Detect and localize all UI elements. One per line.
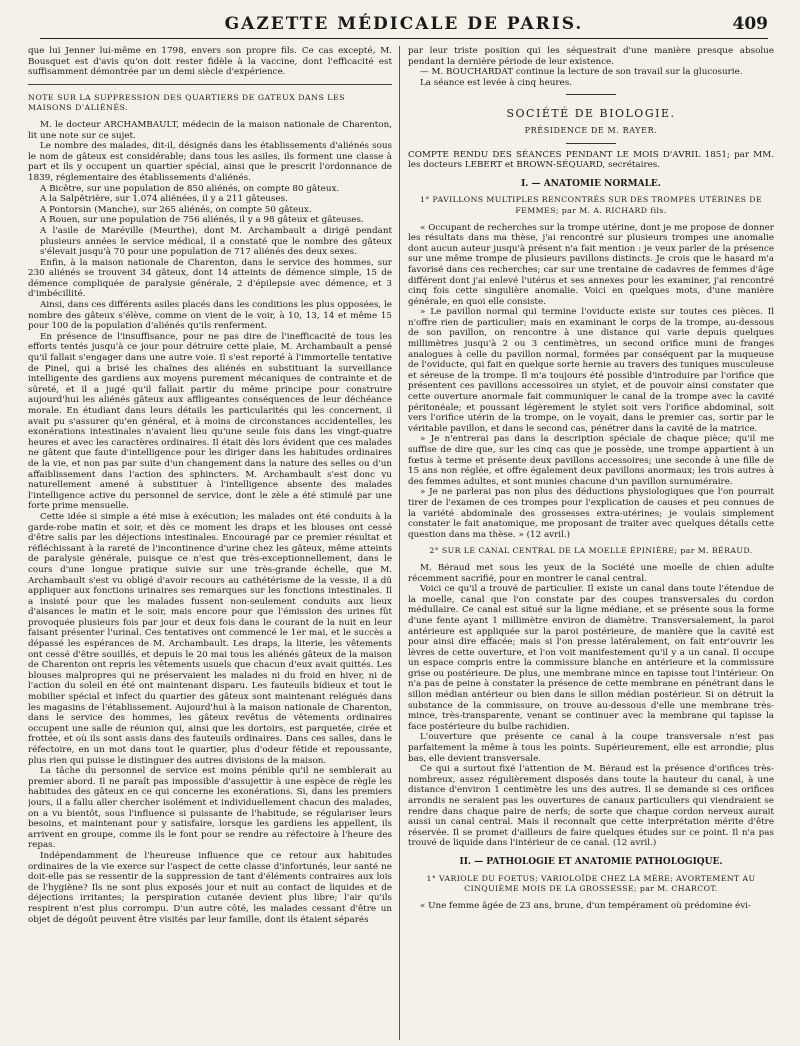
- left-column: [28, 46, 392, 1040]
- journal-title: GAZETTE MÉDICALE DE PARIS.: [224, 14, 584, 34]
- section-title: I. — ANATOMIE NORMALE.: [521, 178, 661, 189]
- list-item: A l'asile de Maréville (Meurthe), dont M. Archambault a dirigé pendant plusieurs années le service médical, il a constaté que le nombre des gâteux s'élevait jusqu'à 70 pour une population de 717 aliénés des deux sexes.: [40, 225, 392, 258]
- section-title: II. — PATHOLOGIE ET ANATOMIE PATHOLOGIQUE.: [459, 856, 723, 867]
- paragraph: La séance est levée à cinq heures.: [420, 77, 573, 88]
- report-heading: COMPTE RENDU DES SÉANCES PENDANT LE MOIS D'AVRIL 1851; par MM. les docteurs LEBERT et BROWN-SÉQUARD, secrétaires.: [408, 149, 774, 171]
- paragraph: L'ouverture que présente ce canal à la coupe transversale n'est pas parfaitement la même à tous les points. Supérieurement, elle est arrondie; plus bas, elle devient transversale.: [408, 732, 774, 764]
- article-heading: 1° VARIOLE DU FOETUS; VARIOLOÏDE CHEZ LA MÈRE; AVORTEMENT AU CINQUIÈME MOIS DE LA GROSSESSE; par M. CHARCOT.: [426, 873, 756, 894]
- paragraph: » Le pavillon normal qui termine l'oviducte existe sur toutes ces pièces. Il n'offre rien de particulier; mais en examinant le corps de la trompe, au-dessous de son pavillon, on rencontre à une distance qui varie depuis quelques millimètres jusqu'à 2 ou 3 centimètres, un second orifice muni de franges analogues à celle du pavillon normal, formées par conséquent par la muqueuse de l'oviducte, qui fait en quelque sorte hernie au travers des tuniques musculeuse et séreuse de la trompe. Il m'a toujours été possible d'introduire par l'orifice que présentent ces pavillons accessoires un stylet, et de pouvoir ainsi constater que cette ouverture anormale fait communiquer le canal de la trompe avec la cavité péritonéale; et poussant légèrement le stylet soit vers l'orifice abdominal, soit vers l'orifice utérin de la trompe, on le voyait, dans le premier cas, sortir par le véritable pavillon, et dans le second cas, pénétrer dans la cavité de la matrice.: [408, 307, 774, 434]
- right-column: [408, 46, 774, 1040]
- paragraph: Cette idée si simple a été mise à exécution; les malades ont été conduits à la garde-robe matin et soir, et dès ce moment les draps et les blouses ont cessé d'être salis par les déjections intestinales. Encouragé par ce premier résultat et réfléchissant à la rareté de l'incontinence d'urine chez les gâteux, même atteints de paralysie générale, puisque ce n'est que très-exceptionnellement, dans le cours d'une longue pratique suivie sur une très-grande échelle, que M. Archambault s'est vu obligé d'avoir recours au cathétérisme de la vessie, il a dû appliquer aux fonctions urinaires ses remarques sur les fonctions intestinales. Il a insisté pour que les malades fussent non-seulement conduits aux lieux d'aisances le matin et le soir, mais encore pour que l'émission des urines fût provoquée plusieurs fois par jour et deux fois dans le courant de la nuit en leur faisant présenter l'urinal. Ces tentatives ont commencé le 1er mai, et le succès a dépassé les espérances de M. Archambault. Les draps, la literie, les vêtements ont cessé d'être souillés, et depuis le 20 mai tous les aliénés gâteux de la maison de Charenton ont repris les vêtements usuels que chacun d'eux avait quittés. Les blouses malpropres qui ne préservaient les malades ni du froid en hiver, ni de l'action du soleil en été ont maintenant disparu. Les fauteuils bidieux et tout le mobilier spécial et infect du quartier des gâteux sont maintenant relégués dans les magasins de l'établissement. Aujourd'hui à la maison nationale de Charenton, dans le service des hommes, les gâteux revêtus de vêtements ordinaires occupent une salle de réunion qui, ainsi que les dortoirs, est parquetée, cirée et frottée, et où ils sont assis dans des fauteuils ordinaires. Dans ces salles, dans le réfectoire, en un mot dans tout le quartier, plus d'odeur fétide et repoussante, plus rien qui puisse le distinguer des autres divisions de la maison.: [28, 511, 392, 766]
- list-item: A Bicêtre, sur une population de 850 aliénés, on compte 80 gâteux.: [40, 183, 340, 194]
- article-heading: 1° PAVILLONS MULTIPLES RENCONTRÉS SUR DES TROMPES UTÉRINES DE FEMMES; par M. A. RICHARD fils.: [420, 195, 762, 215]
- paragraph: — M. BOUCHARDAT continue la lecture de son travail sur la glucosurie.: [420, 67, 743, 78]
- paragraph: En présence de l'insuffisance, pour ne pas dire de l'inefficacité de tous les efforts tentés jusqu'à ce jour pour détruire cette plaie, M. Archambault a pensé qu'il fallait s'engager dans une autre voie. Il s'est reporté à l'immortelle tentative de Pinel, qui a brisé les chaînes des aliénés en substituant la surveillance intelligente des gardiens aux moyens purement mécaniques de contrainte et de sûreté, et il a jugé qu'il fallait partir du même principe pour construire aujourd'hui les aliénés gâteux aux affligeantes conséquences de leur déchéance morale. En étudiant dans leurs détails les particularités qui les concernent, il avait pu s'assurer qu'en général, et à moins de circonstances accidentelles, les exonérations intestinales n'avaient lieu qu'une seule fois dans les vingt-quatre heures et avec les caractères ordinaires. Il était dès lors évident que ces malades ne gâtent que faute d'intelligence pour les diriger dans les habitudes ordinaires de la vie, et non pas par suite d'un changement dans la nature des selles ou d'un affaiblissement dans l'action des sphincters. M. Archambault s'est donc vu naturellement amené à substituer à l'intelligence absente des malades l'intelligence active du personnel de service, dont le zèle a été stimulé par une forte prime mensuelle.: [28, 331, 392, 512]
- divider: [28, 84, 392, 85]
- paragraph: M. Béraud met sous les yeux de la Société une moelle de chien adulte récemment sacrifié, pour en montrer le canal central.: [408, 562, 774, 584]
- paragraph: Ce qui a surtout fixé l'attention de M. Béraud est la présence d'orifices très-nombreux, assez régulièrement disposés dans toute la hauteur du canal, à une distance d'environ 1 centimètre les uns des autres. Il se demande si ces orifices arrondis ne seraient pas les ouvertures de canaux particuliers qui viendraient se rendre dans chaque paire de nerfs; de sorte que chaque cordon nerveux aurait aussi un canal central. Mais il reconnaît que cette interprétation mérite d'être réservée. Il se promet d'ailleurs de faire quelques études sur ce point. Il n'a pas trouvé de liquide dans l'intérieur de ce canal. (12 avril.): [408, 764, 774, 849]
- paragraph: que lui Jenner lui-même en 1798, envers son propre fils. Ce cas excepté, M. Bousquet est d'avis qu'on doit rester fidèle à la vaccine, dont l'efficacité est suffisamment démontrée par un demi siècle d'expérience.: [28, 46, 392, 78]
- paragraph: M. le docteur ARCHAMBAULT, médecin de la maison nationale de Charenton, lit une note sur ce sujet.: [28, 119, 392, 141]
- section-heading: SOCIÉTÉ DE BIOLOGIE.: [506, 107, 676, 121]
- paragraph: » Je ne parlerai pas non plus des déductions physiologiques que l'on pourrait tirer de l'examen de ces trompes pour l'explication de causes et peu connues de la variété abdominale des grossesses extra-utérines; je voulais simplement constater le fait anatomique, me proposant de traiter avec quelques détails cette question dans ma thèse. » (12 avril.): [408, 487, 774, 540]
- running-head: [40, 14, 768, 39]
- list-item: A Pontorsin (Manche), sur 265 aliénés, on compte 50 gâteux.: [40, 204, 312, 215]
- paragraph: La tâche du personnel de service est moins pénible qu'il ne semblerait au premier abord. Il ne paraît pas impossible d'assujettir à une espèce de règle les habitudes des gâteux en ce qui concerne les exonérations. Si, dans les premiers jours, il a fallu aller chercher isolément et individuellement chacun des malades, on a vu bientôt, sous l'influence si puissante de l'habitude, se régulariser leurs besoins, et maintenant pour y satisfaire, lorsque les gardiens les appellent, ils arrivent en groupe, comme ils le font pour se rendre au réfectoire à l'heure des repas.: [28, 766, 392, 851]
- paragraph: par leur triste position qui les séquestrait d'une manière presque absolue pendant la dernière période de leur existence.: [408, 46, 774, 67]
- paragraph: » Je n'entrerai pas dans la description spéciale de chaque pièce; qu'il me suffise de dire que, sur les cinq cas que je possède, une trompe appartient à un fœtus à terme et présente deux pavillons accessoires; une seconde à une fille de 15 ans non réglée, et offre également deux pavillons anormaux; les trois autres à des femmes adultes, et sont munies chacune d'un pavillon surnuméraire.: [408, 434, 774, 487]
- paragraph: Le nombre des malades, dit-il, désignés dans les établissements d'aliénés sous le nom de gâteux est considérable; dans tous les asiles, ils forment une classe à part et ils y occupent un quartier spécial, ainsi que le prescrit l'ordonnance de 1839, réglementaire des établissements d'aliénés.: [28, 141, 392, 183]
- divider: [566, 94, 616, 95]
- presidence-line: PRÉSIDENCE DE M. RAYER.: [524, 125, 658, 135]
- paragraph: Enfin, à la maison nationale de Charenton, dans le service des hommes, sur 230 aliénés se trouvent 34 gâteux, dont 14 atteints de démence simple, 15 de démence compliquée de paralysie générale, 2 d'épilepsie avec démence, et 3 d'imbécillité.: [28, 257, 392, 300]
- article-heading: NOTE SUR LA SUPPRESSION DES QUARTIERS DE GATEUX DANS LES MAISONS D'ALIÉNÉS.: [28, 92, 346, 113]
- divider: [566, 143, 616, 144]
- page-number: 409: [732, 14, 768, 34]
- paragraph: Indépendamment de l'heureuse influence que ce retour aux habitudes ordinaires de la vie exerce sur l'aspect de cette classe d'infortunés, leur santé ne doit-elle pas se ressentir de la suppression de tant d'éléments contraires aux lois de l'hygiène? Ils ne sont plus exposés jour et nuit au contact de liquides et de déjections irritantes; la perspiration cutanée devient plus libre; l'air qu'ils respirent n'est plus corrompu. D'un autre côté, les malades cessant d'être un objet de dégoût peuvent être visités par leur famille, dont ils étaient séparés: [28, 850, 392, 925]
- paragraph: « Occupant de recherches sur la trompe utérine, dont je me propose de donner les résultats dans ma thèse, j'ai rencontré sur plusieurs trompes une anomalie dont aucun auteur jusqu'à présent n'a fait mention : je veux parler de la présence sur une même trompe de plusieurs pavillons distincts. Je crois que le hasard m'a favorisé dans ces recherches; car sur une trentaine de cadavres de femmes d'âge différent dont j'ai enlevé l'utérus et ses annexes pour les examiner, j'ai rencontré cinq fois cette singulière anomalie. Voici en quelques mots, d'une manière générale, en quoi elle consiste.: [408, 222, 774, 307]
- list-item: A la Salpêtrière, sur 1.074 aliénées, il y a 211 gâteuses.: [40, 194, 288, 205]
- list-item: A Rouen, sur une population de 756 aliénés, il y a 98 gâteux et gâteuses.: [40, 215, 364, 226]
- paragraph: « Une femme âgée de 23 ans, brune, d'un tempérament où prédomine évi-: [420, 900, 751, 911]
- paragraph: Ainsi, dans ces différents asiles placés dans les conditions les plus opposées, le nombre des gâteux s'élève, comme on vient de le voir, à 10, 13, 14 et même 15 pour 100 de la population d'aliénés qu'ils renferment.: [28, 300, 392, 332]
- paragraph: Voici ce qu'il a trouvé de particulier. Il existe un canal dans toute l'étendue de la moelle, canal que l'on constate par des coupes transversales du cordon médullaire. Ce canal est situé sur la ligne médiane, et se présente sous la forme d'une fente ayant 1 millimètre environ de diamètre. Transversalement, la paroi antérieure est appliquée sur la paroi postérieure, de manière que la cavité est pour ainsi dire effacée; mais si l'on presse latéralement, on fait entr'ouvrir les lèvres de cette ouverture, et l'on voit manifestement qu'il y a un canal. Il occupe un espace compris entre la commissure blanche en antérieure et la commissure grise ou postérieure. De plus, une membrane mince en tapisse tout l'intérieur. On n'a pas de peine à constater la présence de cette membrane en pénétrant dans le sillon médian antérieur ou bien dans le sillon médian postérieur. Si on détruit la substance de la commissure, on trouve au-dessous d'elle une membrane très-mince, très-transparente, venant se continuer avec la membrane qui tapisse la face postérieure du bulbe rachidien.: [408, 584, 774, 732]
- article-heading: 2° SUR LE CANAL CENTRAL DE LA MOELLE ÉPINIÈRE; par M. BÉRAUD.: [429, 546, 753, 556]
- column-divider: [399, 46, 400, 1040]
